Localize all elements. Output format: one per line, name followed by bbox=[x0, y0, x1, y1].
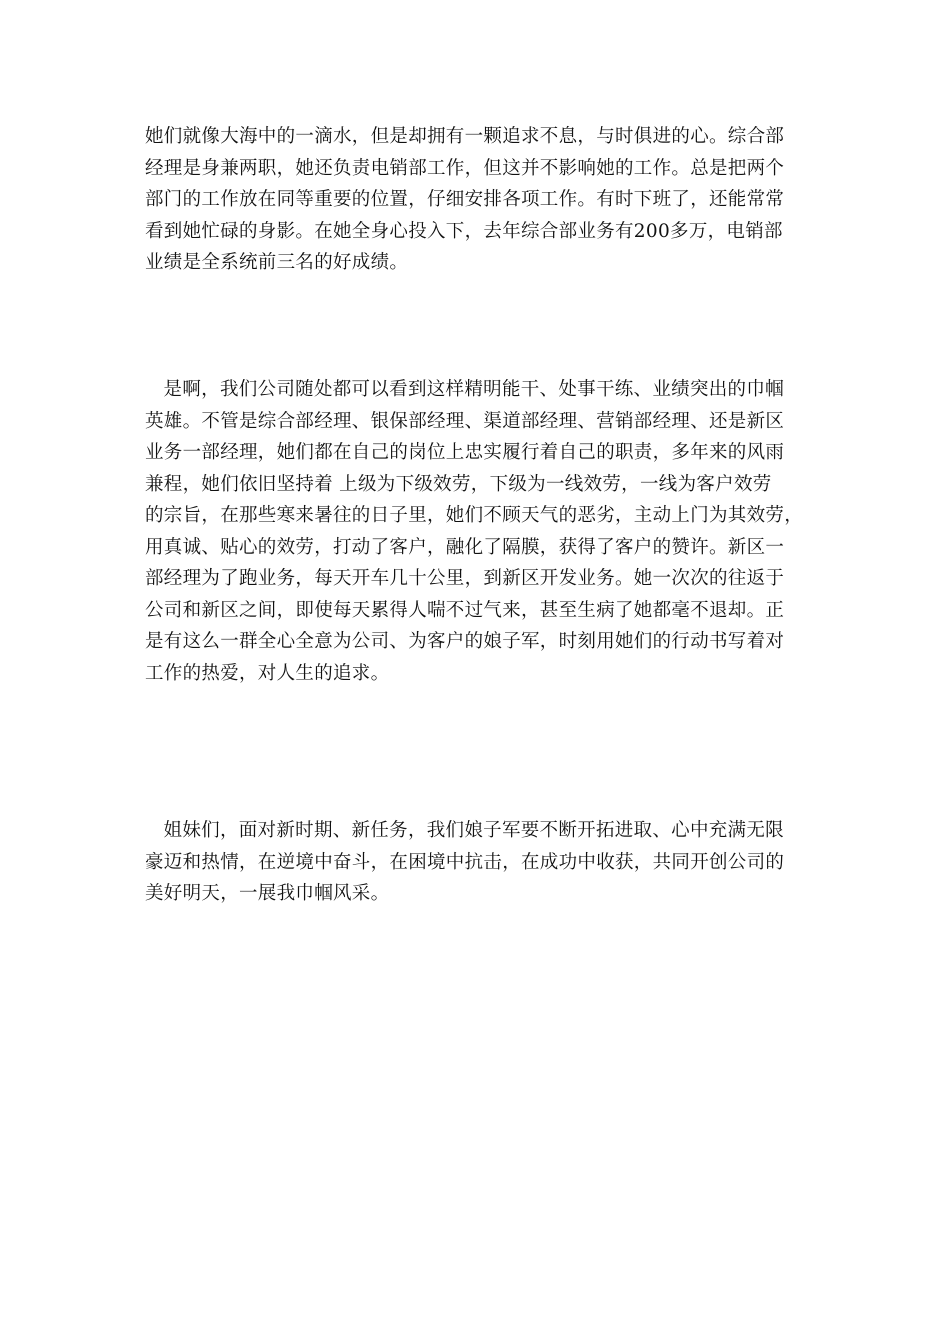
paragraph-line: 的宗旨，在那些寒来暑往的日子里，她们不顾天气的恶劣，主动上门为其效劳， bbox=[145, 505, 804, 526]
paragraph-line: 英雄。不管是综合部经理、银保部经理、渠道部经理、营销部经理、还是新区 bbox=[145, 410, 785, 432]
paragraph-line: 部经理为了跑业务，每天开车几十公里，到新区开发业务。她一次次的往返于 bbox=[145, 568, 785, 589]
paragraph-line: 工作的热爱，对人生的追求。 bbox=[145, 662, 390, 684]
paragraph-line: 业务一部经理，她们都在自己的岗位上忠实履行着自己的职责，多年来的风雨 bbox=[145, 442, 785, 463]
paragraph-3 bbox=[145, 815, 810, 910]
paragraph-line: 兼程，她们依旧坚持着 上级为下级效劳，下级为一线效劳，一线为客户效劳 bbox=[145, 473, 772, 495]
paragraph-line: 是有这么一群全心全意为公司、为客户的娘子军，时刻用她们的行动书写着对 bbox=[145, 631, 785, 652]
paragraph-line: 是啊，我们公司随处都可以看到这样精明能干、处事干练、业绩突出的巾帼 bbox=[145, 379, 784, 400]
paragraph-1 bbox=[145, 121, 810, 279]
paragraph-2 bbox=[145, 374, 810, 689]
paragraph-line: 她们就像大海中的一滴水，但是却拥有一颗追求不息，与时俱进的心。综合部 bbox=[145, 126, 785, 147]
paragraph-line: 美好明天，一展我巾帼风采。 bbox=[145, 883, 390, 904]
paragraph-line: 部门的工作放在同等重要的位置，仔细安排各项工作。有时下班了，还能常常 bbox=[145, 189, 785, 210]
paragraph-line: 业绩是全系统前三名的好成绩。 bbox=[145, 252, 409, 273]
paragraph-line: 看到她忙碌的身影。在她全身心投入下，去年综合部业务有200多万，电销部 bbox=[145, 220, 783, 242]
paragraph-line: 公司和新区之间，即使每天累得人喘不过气来，甚至生病了她都毫不退却。正 bbox=[145, 599, 785, 621]
paragraph-line: 经理是身兼两职，她还负责电销部工作，但这并不影响她的工作。总是把两个 bbox=[145, 157, 785, 179]
paragraph-line: 姐妹们，面对新时期、新任务，我们娘子军要不断开拓进取、心中充满无限 bbox=[145, 820, 784, 841]
paragraph-line: 豪迈和热情，在逆境中奋斗，在困境中抗击，在成功中收获，共同开创公司的 bbox=[145, 851, 785, 873]
paragraph-line: 用真诚、贴心的效劳，打动了客户，融化了隔膜，获得了客户的赞许。新区一 bbox=[145, 536, 785, 558]
